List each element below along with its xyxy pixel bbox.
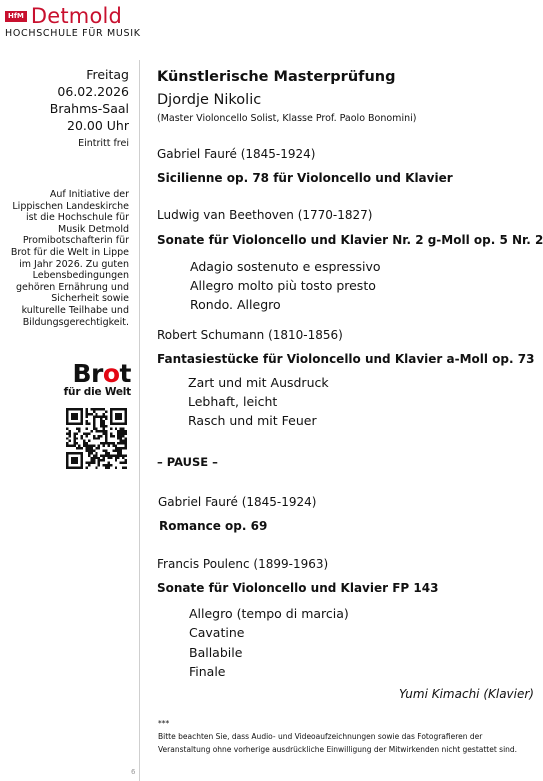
- logo-badge: HfM: [5, 11, 27, 22]
- composer-line: Gabriel Fauré (1845-1924): [158, 495, 317, 509]
- concert-header: [157, 68, 537, 124]
- work-title: Romance op. 69: [159, 519, 268, 533]
- work-title: Sonate für Violoncello und Klavier FP 143: [157, 581, 439, 595]
- composer-line: Ludwig van Beethoven (1770-1827): [157, 208, 373, 222]
- movement: Adagio sostenuto e espressivo: [190, 259, 381, 274]
- movement: Lebhaft, leicht: [188, 394, 278, 409]
- event-info: [4, 66, 129, 328]
- movement: Rasch und mit Feuer: [188, 413, 317, 428]
- movement: Allegro molto più tosto presto: [190, 278, 376, 293]
- brand-subtitle: für die Welt: [63, 386, 131, 398]
- performer-name: Djordje Nikolic: [157, 92, 262, 108]
- brand-part-accent: o: [102, 359, 120, 388]
- event-date: 06.02.2026: [57, 84, 129, 99]
- movement: Allegro (tempo di marcia): [189, 606, 349, 621]
- movement: Zart und mit Ausdruck: [188, 375, 329, 390]
- composer-line: Robert Schumann (1810-1856): [157, 328, 343, 342]
- composer-line: Gabriel Fauré (1845-1924): [157, 147, 316, 161]
- brand-part: t: [119, 359, 131, 388]
- school-logo: [5, 6, 141, 39]
- event-admission: Eintritt frei: [78, 138, 129, 149]
- movement: Cavatine: [189, 625, 245, 640]
- pause-label: – PAUSE –: [157, 455, 218, 469]
- class-info: (Master Violoncello Solist, Klasse Prof. Paolo Bonomini): [157, 113, 417, 124]
- composer-line: Francis Poulenc (1899-1963): [157, 557, 329, 571]
- movement: Finale: [189, 664, 226, 679]
- concert-title: Künstlerische Masterprüfung: [157, 69, 396, 85]
- event-day: Freitag: [86, 67, 129, 82]
- work-title: Sonate für Violoncello und Klavier Nr. 2 g-Moll op. 5 Nr. 2: [157, 233, 543, 247]
- footnote-marker: ***: [158, 719, 170, 728]
- footnote-line: Veranstaltung ohne vorherige ausdrückliche Einwilligung der Mitwirkenden nicht gestattet sind.: [158, 745, 518, 754]
- work-title: Sicilienne op. 78 für Violoncello und Klavier: [157, 171, 453, 185]
- footnote-line: Bitte beachten Sie, dass Audio- und Videoaufzeichnungen sowie das Fotografieren der: [158, 732, 483, 741]
- page-number: 6: [131, 768, 136, 776]
- event-venue: Brahms-Saal: [49, 101, 129, 116]
- logo-subtitle: HOCHSCHULE FÜR MUSIK: [5, 28, 141, 39]
- brand-part: Br: [72, 359, 103, 388]
- work-title: Fantasiestücke für Violoncello und Klavier a-Moll op. 73: [157, 352, 535, 366]
- event-time: 20.00 Uhr: [67, 118, 129, 133]
- movement: Rondo. Allegro: [190, 297, 281, 312]
- qr-code-icon[interactable]: [66, 408, 127, 469]
- brot-fuer-die-welt-logo: [63, 359, 131, 398]
- logo-name: Detmold: [30, 4, 123, 28]
- initiative-note: Auf Initiative der Lippischen Landeskirche ist die Hochschule für Musik Detmold Promibotschafterin für Brot für die Welt in Lippe im Jahr 2026. Zu guten Lebensbedingungen gehören Ernährung und Sicherheit sowie kulturelle Teilhabe und Bildungsgerechtigkeit.: [10, 189, 129, 328]
- accompanist: Yumi Kimachi (Klavier): [399, 687, 534, 701]
- column-divider: [139, 60, 140, 781]
- movement: Ballabile: [189, 645, 243, 660]
